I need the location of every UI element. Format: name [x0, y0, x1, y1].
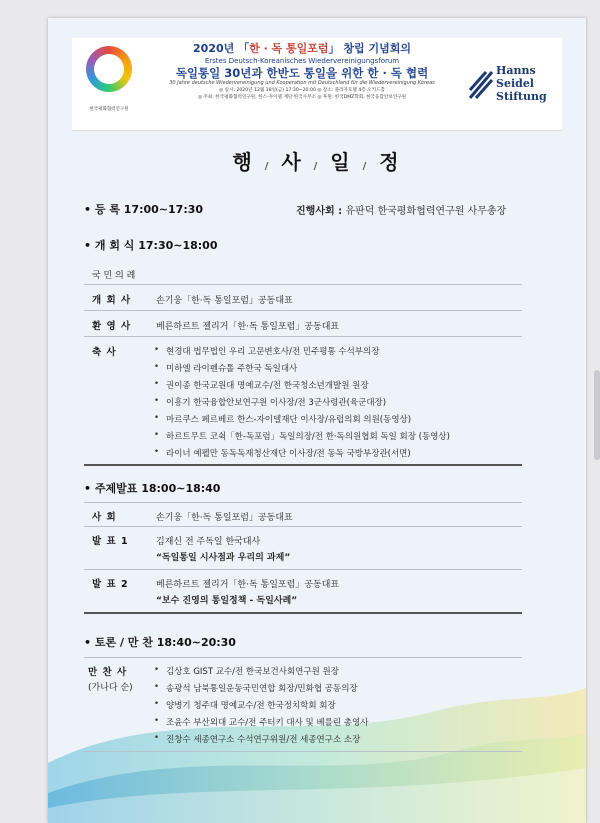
section-discussion: • 토론 / 만 찬 18:40~20:30 [84, 636, 236, 649]
section-registration: • 등 록 17:00~17:30 [84, 203, 204, 216]
opening-speech-label: 개 회 사 [92, 295, 132, 306]
divider [84, 336, 522, 337]
dinner-speaker: • 진창수 세종연구소 수석연구위원/전 세종연구소 소장 [166, 733, 360, 745]
event-banner [72, 38, 562, 131]
congrats-item: • 하르트무트 코쉭「한-독포럼」독일의장/전 한·독의원협회 독일 회장 (동영상) [166, 430, 450, 442]
welcome-speech-value: 베른하르트 젤리거「한·독 통일포럼」공동대표 [156, 322, 340, 332]
dinner-speaker: • 조윤수 부산외대 교수/전 주터키 대사 및 베를린 총영사 [166, 716, 368, 728]
divider [84, 751, 522, 752]
moderator-label: 사 회 [92, 512, 117, 523]
divider [84, 526, 522, 527]
welcome-speech-label: 환 영 사 [92, 321, 132, 332]
dinner-speech-label: 만 찬 사 [88, 667, 128, 678]
presentation-2-topic: “보수 진영의 통일정책 - 독일사례” [156, 596, 298, 606]
hanns-seidel-name: Hanns Seidel Stiftung [496, 64, 547, 103]
dinner-speaker: • 김상호 GIST 교수/전 한국보건사회연구원 원장 [166, 665, 339, 677]
dinner-speaker: • 송광석 남북통일운동국민연합 회장/민화협 공동의장 [166, 682, 358, 694]
congrats-item: • 라이너 예펠만 동독독재청산재단 이사장/전 동독 국방부장관(서면) [166, 447, 411, 459]
presentation-1-topic: “독일통일 시사점과 우리의 과제” [156, 553, 291, 563]
banner-info-line-1: ◎ 일시: 2020년 12월 18일(금) 17:30~20:00 ◎ 장소: 플라자호텔 4층 오키드홀 [219, 88, 385, 93]
national-ceremony: 국 민 의 례 [92, 271, 136, 281]
presentation-1-label: 발 표 1 [92, 536, 129, 547]
hanns-seidel-logo [468, 64, 560, 108]
banner-info-line-2: ◎ 주최: 한국평화협력연구원, 한스-자이델 재단 한국사무소 ◎ 후원: 한국DMZ학회, 한국융합안보연구원 [197, 95, 407, 100]
congrats-item: • 미하엘 라이펜슈톨 주한국 독일대사 [166, 362, 297, 374]
section-opening: • 개 회 식 17:30~18:00 [84, 239, 218, 252]
congrats-item: • 권이종 한국교원대 명예교수/전 한국청소년개발원 원장 [166, 379, 369, 391]
section-keynote: • 주제발표 18:00~18:40 [84, 482, 221, 495]
presentation-2-speaker: 베른하르트 젤리거「한·독 통일포럼」공동대표 [156, 580, 340, 590]
opening-speech-value: 손기웅「한·독 통일포럼」공동대표 [156, 296, 293, 306]
banner-main-title: 독일통일 30년과 한반도 통일을 위한 한 · 독 협력 [175, 66, 429, 80]
banner-tagline-de: 30 Jahre deutsche Wiedervereinigung und Kooperation mit Deutschland für die Wiedervereinigung Koreas [169, 80, 435, 86]
divider [84, 310, 522, 311]
congrats-item: • 마르쿠스 페르베르 한스-자이델재단 이사장/유럽의회 의원(동영상) [166, 413, 411, 425]
forum-logo-org: 한국평화협력연구원 [89, 107, 129, 112]
dinner-speech-note: (가나다 순) [88, 683, 133, 693]
document-page [48, 18, 586, 823]
presentation-1-speaker: 김재신 전 주독일 한국대사 [156, 537, 261, 547]
divider [84, 569, 522, 570]
divider [84, 657, 522, 658]
congrats-item: • 현경대 법무법인 우리 고문변호사/전 민주평통 수석부의장 [166, 345, 379, 357]
page-title: 행 / 사 / 일 / 정 [232, 150, 402, 174]
host-info: 진행사회 : 유판덕 한국평화협력연구원 사무총장 [296, 206, 507, 217]
scrollbar[interactable] [594, 370, 600, 460]
dinner-speaker: • 양병기 청주대 명예교수/전 한국정치학회 회장 [166, 699, 336, 711]
forum-logo [78, 44, 140, 124]
congrats-item: • 이흥기 한국융합안보연구원 이사장/전 3군사령관(육군대장) [166, 396, 386, 408]
presentation-2-label: 발 표 2 [92, 579, 129, 590]
divider [84, 464, 522, 466]
moderator-value: 손기웅「한·독 통일포럼」공동대표 [156, 513, 293, 523]
banner-title: 2020년 「한 · 독 통일포럼」 창립 기념회의 [193, 42, 411, 55]
divider [84, 612, 522, 614]
banner-subtitle-de: Erstes Deutsch-Koreanisches Wiedervereinigungsforum [204, 57, 400, 65]
divider [84, 502, 522, 503]
congrats-label: 축 사 [92, 347, 117, 358]
hanns-seidel-mark-icon [468, 68, 494, 102]
divider [84, 284, 522, 285]
